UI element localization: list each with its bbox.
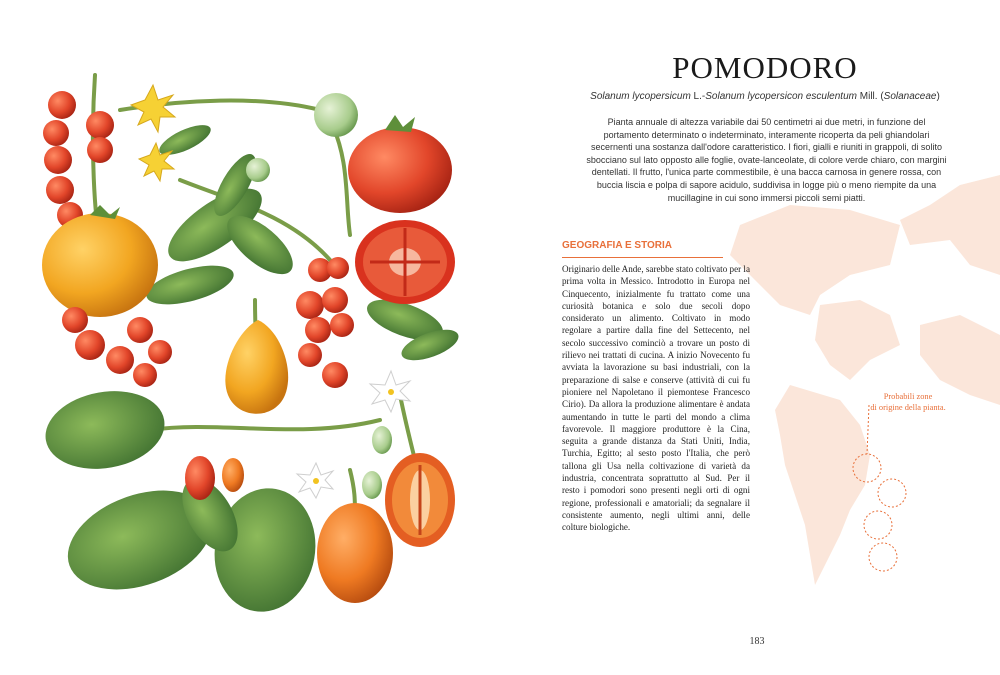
yellow-tomato (42, 213, 158, 317)
red-tomato (348, 127, 452, 213)
cherry-tomatoes-lower (62, 307, 172, 387)
history-paragraph: Originario delle Ande, sarebbe stato coltivato per la prima volta in Messico. Introdotto in Europa nel Cinquecento, inizialmente fu trattato come una curiosità botanica e solo due secoli dopo considerato un alimento. Coltivato in modo regolare a partire dalla fine del Settecento, nel secolo successivo cominciò a trovare un posto di rilievo nei trattati di cucina. A inizio Novecento fu avviata la lavorazione su basi industriali, con la preparazione di salse e conserve (attività di cui fu pioniere nel Napoletano il piemontese Francesco Cirio). Da allora la produzione alimentare è andata aumentando in tutte le parti del mondo a clima favorevole. Il maggiore produttore è la Cina, seguita a grande distanza da Stati Uniti, India, Turchia, Egitto; al sesto posto l'Italia, che però tallona gli Usa nella coltivazione di varietà da industria, concentrata soprattutto al Sud. Per il resto i pomodori sono presenti negli orti di ogni regione, professionali e amatoriali; da segnalare il consistente aumento, negli ultimi anni, delle colture biologiche. (562, 264, 750, 533)
map-landmasses (730, 175, 1000, 585)
scientific-name-part: L.- (690, 91, 706, 102)
sliced-tomato (355, 220, 455, 304)
map-caption-line: di origine della pianta. (870, 403, 946, 412)
scientific-name-part: Solanum lycopersicum (590, 91, 691, 102)
scientific-name-part: Solanaceae (883, 91, 937, 102)
orange-plum-tomato (317, 503, 393, 603)
map-caption-line: Probabili zone (883, 392, 933, 401)
yellow-pear-tomato (225, 320, 288, 414)
scientific-name-part: Mill. ( (856, 91, 884, 102)
scientific-name-part: Solanum lycopersicon esculentum (705, 91, 857, 102)
cherry-tomatoes-left (43, 91, 114, 228)
green-tomato (314, 93, 358, 137)
scientific-name (560, 91, 970, 102)
scientific-name-part: ) (936, 91, 940, 102)
map-caption (838, 391, 978, 413)
small-green-tomato (246, 158, 270, 182)
cherry-tomatoes-middle (296, 257, 354, 388)
section-heading: GEOGRAFIA E STORIA (562, 240, 673, 251)
yellow-flowers (131, 85, 175, 181)
page-title: POMODORO (672, 50, 858, 85)
section-divider (562, 257, 723, 258)
cut-plum-tomato (385, 453, 455, 547)
page-number: 183 (749, 636, 765, 647)
intro-paragraph: Pianta annuale di altezza variabile dai 50 centimetri ai due metri, in funzione del portamento determinato o indeterminato, interamente ricoperta da peli ghiandolari secernenti una sostanza dall'odore caratteristico. I fiori, gialli e riuniti in grappoli, di solito sbocciano sul lato opposto alle foglie, ovate-lanceolate, di colore verde chiaro, con margini dentellati. Il frutto, l'unica parte commestibile, è una bacca carnosa in genere rossa, con buccia liscia e polpa di sapore acidulo, suddivisa in logge più o meno riempite da una mucillagine in cui sono immersi piccoli semi piatti. (586, 117, 947, 203)
